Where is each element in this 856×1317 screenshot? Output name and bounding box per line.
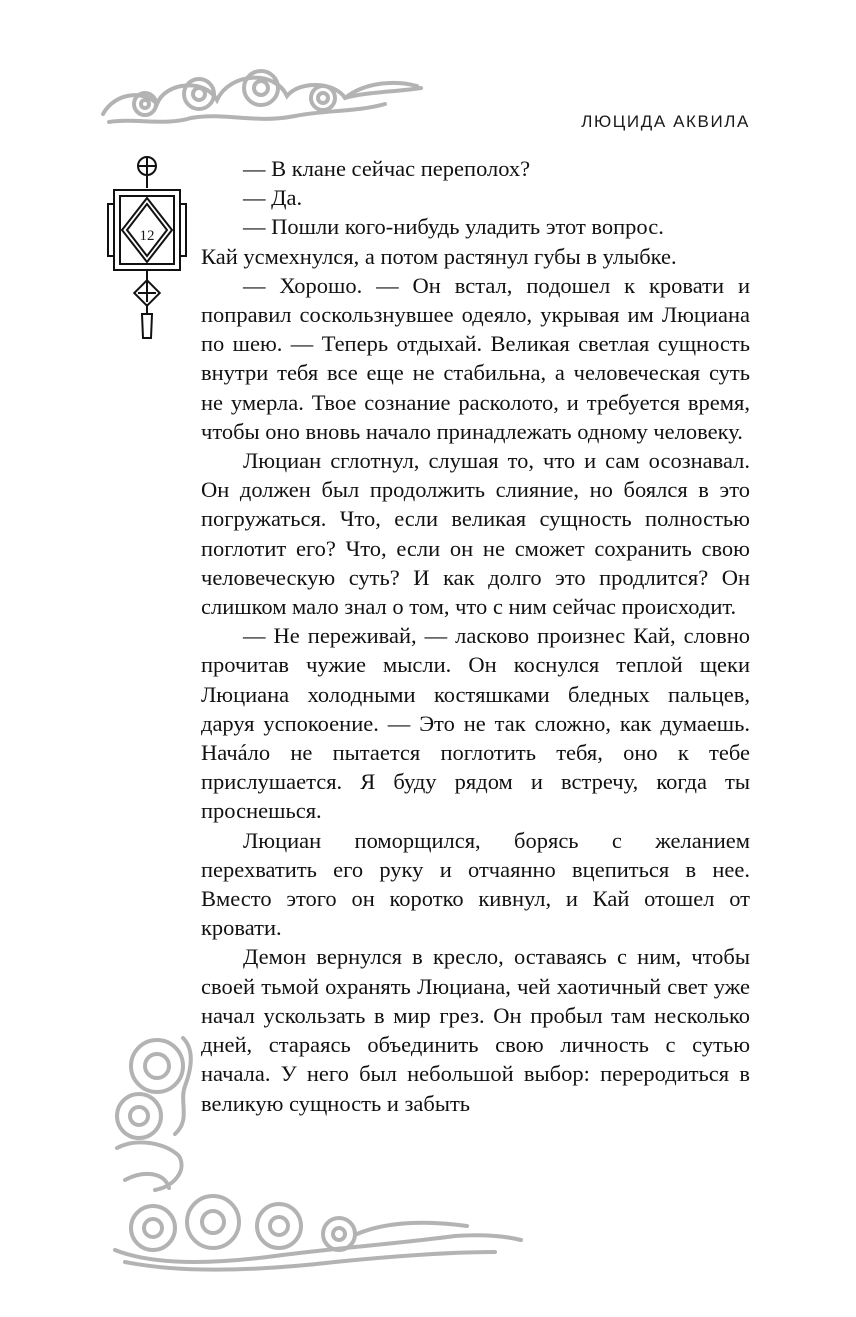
paragraph: — Хорошо. — Он встал, подошел к кровати и поправил соскользнувшее одеяло, укрывая им Люциана по шею. — Теперь отдыхай. Великая светлая сущность внутри тебя все еще не стабильна, а человеческая суть не умерла. Твое сознание расколото, и требуется время, чтобы оно вновь начало принадлежать одному человеку. (201, 272, 750, 444)
running-title: ЛЮЦИДА АКВИЛА (581, 112, 750, 131)
paragraph: Демон вернулся в кресло, оставаясь с ним, чтобы своей тьмой охранять Люциана, чей хаотичный свет уже начал ускользать в мир грез. Он пробыл там несколько дней, стараясь объединить свою личность с сутью начала. У него был небольшой выбор: переродиться в великую сущность и забыть (201, 944, 750, 1116)
paragraph: Люциан сглотнул, слушая то, что и сам осознавал. Он должен был продолжить слияние, но боялся в это погружаться. Что, если великая сущность полностью поглотит его? Что, если он не сможет сохранить свою человеческую суть? И как долго это продлится? Он слишком мало знал о том, что с ним сейчас происходит. (201, 448, 750, 620)
paragraph: — Пошли кого-нибудь уладить этот вопрос. (243, 214, 664, 240)
paragraph: — Да. (243, 185, 303, 211)
paragraph: — В клане сейчас переполох? (243, 156, 531, 181)
body-text (201, 154, 750, 1118)
paragraph: Люциан поморщился, борясь с желанием перехватить его руку и отчаянно вцепиться в нее. Вместо этого он коротко кивнул, и Кай отошел от кровати. (201, 827, 750, 941)
paragraph: Кай усмехнулся, а потом растянул губы в улыбке. (201, 243, 677, 269)
paragraph: — Не переживай, — ласково произнес Кай, словно прочитав чужие мысли. Он коснулся теплой щеки Люциана холодными костяшками бледных пальцев, даруя успокоение. — Это не так сложно, как думаешь. Начáло не пытается поглотить тебя, оно к тебе прислушается. Я буду рядом и встречу, когда ты проснешься. (201, 623, 750, 824)
top-cloud-ornament (95, 52, 425, 132)
page-number: 12 (139, 228, 155, 244)
knot-pendant-icon (104, 152, 190, 342)
